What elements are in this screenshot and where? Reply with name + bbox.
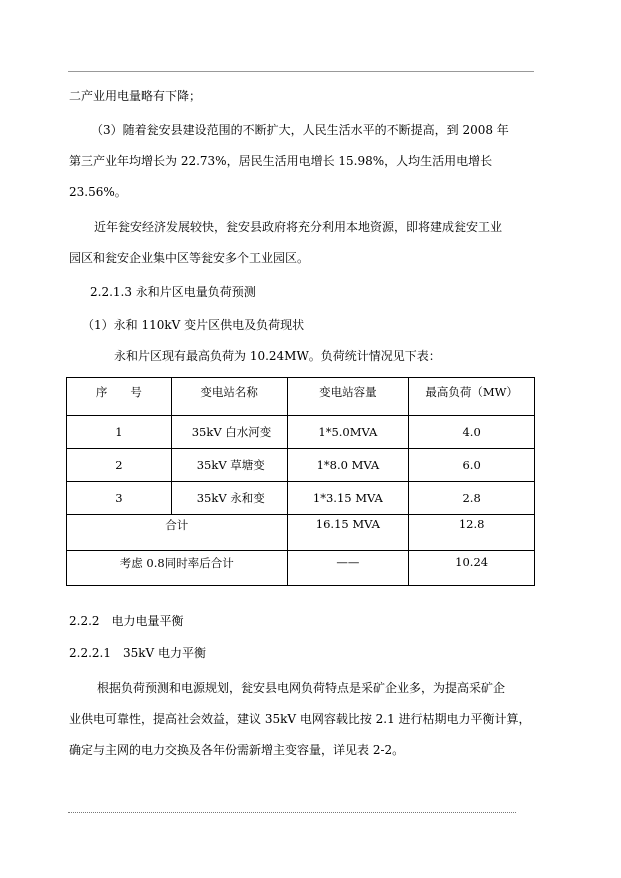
table-cell: ——	[287, 551, 409, 586]
table-cell: 3	[67, 482, 172, 515]
subsection-heading: （1）永和 110kV 变片区供电及负荷现状	[82, 318, 305, 332]
paragraph-line: 永和片区现有最高负荷为 10.24MW。负荷统计情况见下表：	[114, 349, 441, 363]
table-cell: 1*3.15 MVA	[287, 482, 409, 515]
section-heading: 2.2.1.3 永和片区电量负荷预测	[90, 285, 256, 299]
section-heading: 2.2.2 电力电量平衡	[69, 614, 184, 628]
load-table	[66, 377, 535, 586]
table-cell: 1*5.0MVA	[287, 416, 409, 449]
table-row	[67, 416, 535, 449]
paragraph-line: 23.56%。	[69, 185, 127, 199]
table-cell: 1*8.0 MVA	[287, 449, 409, 482]
table-header-row	[67, 378, 535, 416]
table-cell: 2.8	[409, 482, 535, 515]
subsection-heading: 2.2.2.1 35kV 电力平衡	[69, 646, 207, 660]
paragraph-line: 近年瓮安经济发展较快，瓮安县政府将充分利用本地资源，即将建成瓮安工业	[94, 220, 503, 234]
table-cell: 合计	[67, 515, 288, 551]
table-cell: 1	[67, 416, 172, 449]
header-cell: 变电站容量	[287, 378, 409, 416]
table-cell: 考虑 0.8同时率后合计	[67, 551, 288, 586]
table-row	[67, 449, 535, 482]
table-cell: 4.0	[409, 416, 535, 449]
table-cell: 2	[67, 449, 172, 482]
table-adjusted-row	[67, 551, 535, 586]
paragraph-line: 确定与主网的电力交换及各年份需新增主变容量，详见表 2-2。	[69, 743, 405, 757]
paragraph-line: 第三产业年均增长为 22.73%，居民生活用电增长 15.98%，人均生活用电增长	[69, 154, 493, 168]
paragraph-line: 园区和瓮安企业集中区等瓮安多个工业园区。	[69, 251, 310, 265]
paragraph-line: 二产业用电量略有下降；	[69, 89, 202, 103]
table-cell: 12.8	[409, 515, 535, 551]
table-cell: 16.15 MVA	[287, 515, 409, 551]
table-cell: 35kV 白水河变	[171, 416, 287, 449]
paragraph-line: （3）随着瓮安县建设范围的不断扩大，人民生活水平的不断提高，到 2008 年	[91, 123, 509, 137]
table-cell: 6.0	[409, 449, 535, 482]
header-cell: 最高负荷（MW）	[409, 378, 535, 416]
table-cell: 35kV 草塘变	[171, 449, 287, 482]
paragraph-line: 业供电可靠性，提高社会效益，建议 35kV 电网容载比按 2.1 进行枯期电力平衡计算，	[69, 712, 531, 726]
table-row	[67, 482, 535, 515]
header-rule	[68, 71, 534, 72]
table-cell: 10.24	[409, 551, 535, 586]
table-cell: 35kV 永和变	[171, 482, 287, 515]
table-total-row	[67, 515, 535, 551]
header-cell: 变电站名称	[171, 378, 287, 416]
header-cell: 序 号	[67, 378, 172, 416]
footer-rule	[68, 812, 516, 813]
paragraph-line: 根据负荷预测和电源规划，瓮安县电网负荷特点是采矿企业多，为提高采矿企	[97, 681, 506, 695]
